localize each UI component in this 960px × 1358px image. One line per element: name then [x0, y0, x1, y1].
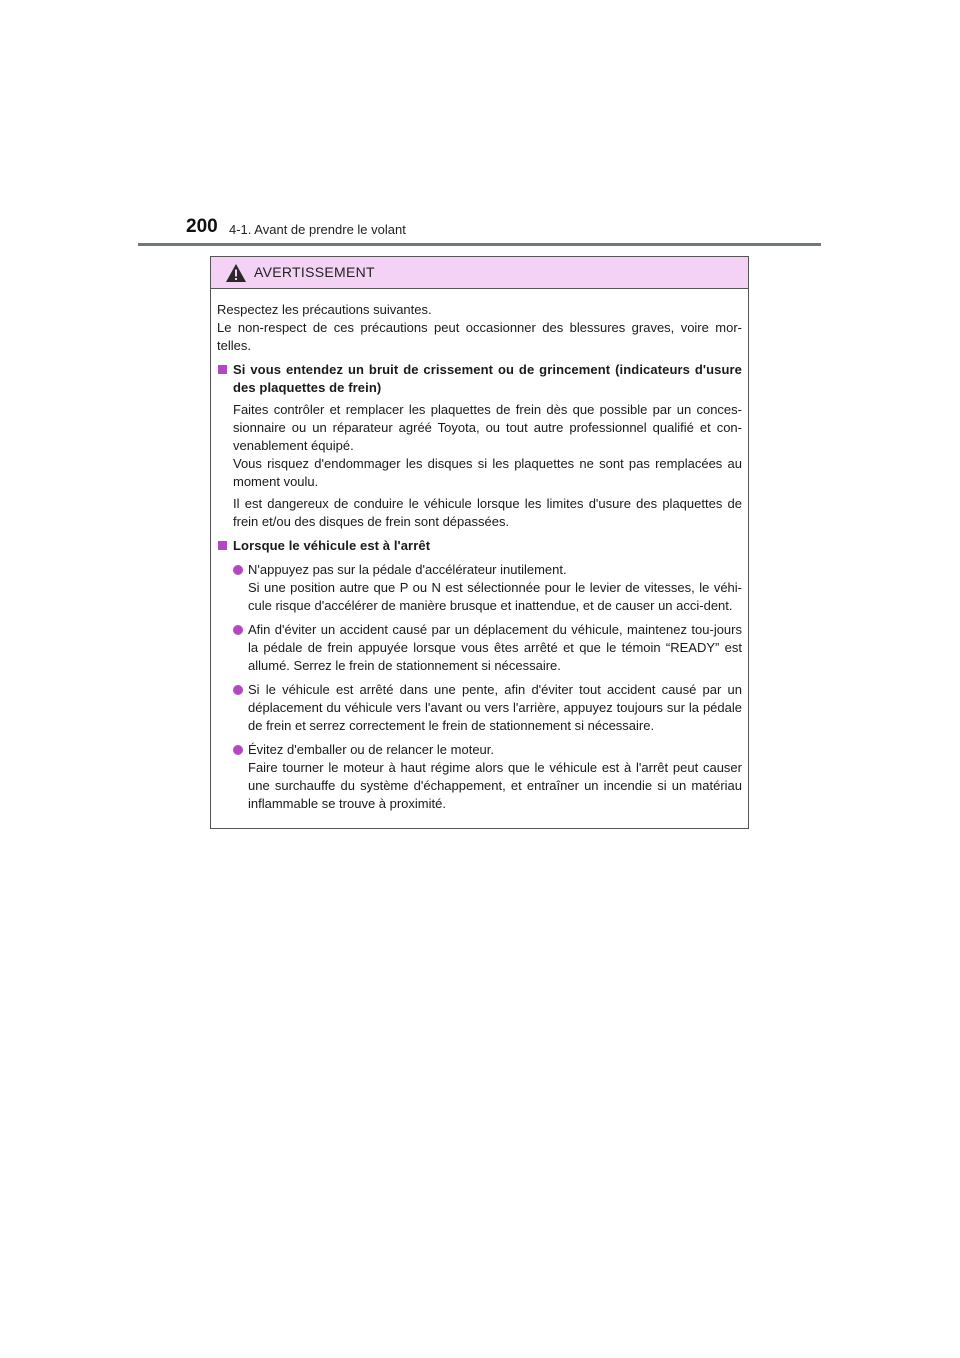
list-item: Si le véhicule est arrêté dans une pente, afin d'éviter tout accident causé par un déplacement du véhicule vers l'avant ou vers l'arrière, appuyez toujours sur la pédale de frein et serrez correctement le frein de stationnement si nécessaire. [217, 681, 742, 735]
warning-title: AVERTISSEMENT [254, 264, 375, 280]
section-heading: Si vous entendez un bruit de crissement ou de grincement (indicateurs d'usure des plaquettes de frein) [217, 361, 742, 397]
round-bullet-icon [233, 625, 243, 635]
round-bullet-icon [233, 685, 243, 695]
round-bullet-icon [233, 745, 243, 755]
paragraph: Faites contrôler et remplacer les plaquettes de frein dès que possible par un conces-sionnaire ou un réparateur agréé Toyota, ou tout autre professionnel qualifié et con-venablement équipé. [233, 402, 742, 453]
round-bullet-icon [233, 565, 243, 575]
warning-intro: Respectez les précautions suivantes. [217, 302, 432, 317]
paragraph: Il est dangereux de conduire le véhicule lorsque les limites d'usure des plaquettes de frein et/ou des disques de frein sont dépassées. [233, 496, 742, 529]
section-heading: Lorsque le véhicule est à l'arrêt [217, 537, 742, 555]
list-item: Évitez d'emballer ou de relancer le moteur. Faire tourner le moteur à haut régime alors que le véhicule est à l'arrêt peut causer une surchauffe du système d'échappement, et entraîner un incendie si un matériau inflammable se trouve à proximité. [217, 741, 742, 813]
warning-header [211, 257, 748, 289]
page-number: 200 [186, 216, 218, 237]
warning-triangle-icon [225, 263, 247, 283]
paragraph: Vous risquez d'endommager les disques si les plaquettes ne sont pas remplacées au moment voulu. [233, 456, 742, 489]
square-bullet-icon [218, 541, 227, 550]
warning-intro-detail: Le non-respect de ces précautions peut occasionner des blessures graves, voire mor-telles. [217, 320, 742, 353]
square-bullet-icon [218, 365, 227, 374]
section-title: 4-1. Avant de prendre le volant [229, 222, 406, 237]
header-divider [138, 243, 821, 246]
list-item: Afin d'éviter un accident causé par un déplacement du véhicule, maintenez tou-jours la pédale de frein appuyée lorsque vous êtes arrêté et que le témoin “READY” est allumé. Serrez le frein de stationnement si nécessaire. [217, 621, 742, 675]
warning-box [210, 256, 749, 829]
list-item: N'appuyez pas sur la pédale d'accélérateur inutilement. Si une position autre que P ou N est sélectionnée pour le levier de vitesses, le véhi-cule risque d'accélérer de manière brusque et inattendue, et de causer un acci-dent. [217, 561, 742, 615]
warning-body [211, 289, 748, 813]
